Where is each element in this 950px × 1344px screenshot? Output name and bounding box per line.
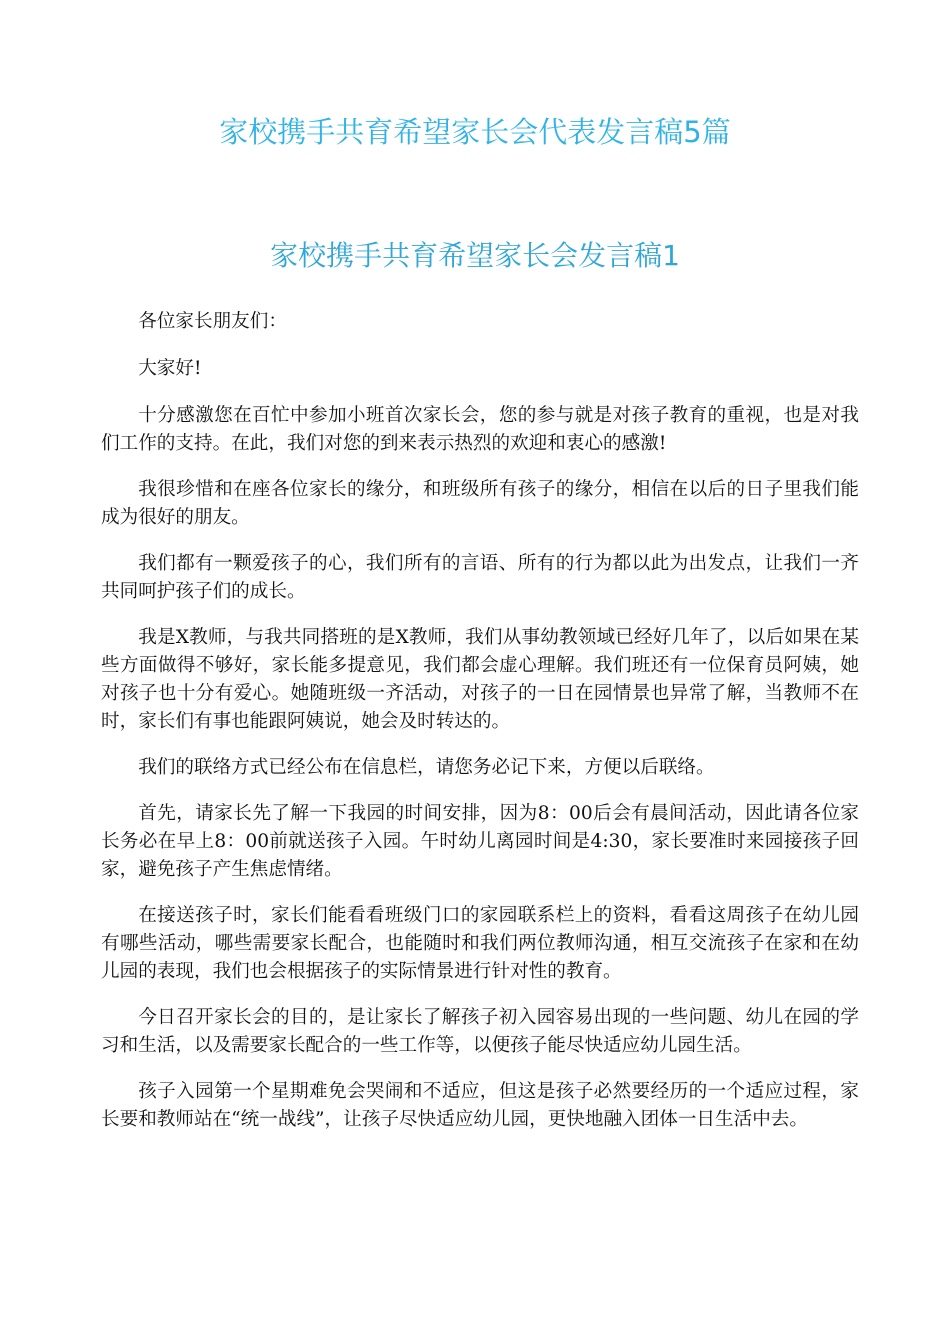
paragraph-salutation: 各位家长朋友们：: [138, 311, 287, 332]
section-title: 家校携手共育希望家长会发言稿1: [270, 239, 680, 272]
paragraph: 孩子入园第一个星期难免会哭闹和不适应，但这是孩子必然要经历的一个适应过程，家长要和教师站在“统一战线”，让孩子尽快适应幼儿园，更快地融入团体一日生活中去。: [101, 1081, 859, 1130]
document-body: [101, 308, 859, 1152]
document-title: 家校携手共育希望家长会代表发言稿5篇: [219, 115, 731, 149]
paragraph-greeting: 大家好!: [138, 358, 202, 379]
paragraph: 我是X教师，与我共同搭班的是X教师，我们从事幼教领域已经好几年了，以后如果在某些方面做得不够好，家长能多提意见，我们都会虚心理解。我们班还有一位保育员阿姨，她对孩子也十分有爱心。她随班级一齐活动，对孩子的一日在园情景也异常了解，当教师不在时，家长们有事也能跟阿姨说，她会及时转达的。: [101, 627, 859, 732]
paragraph: 在接送孩子时，家长们能看看班级门口的家园联系栏上的资料，看看这周孩子在幼儿园有哪些活动，哪些需要家长配合，也能随时和我们两位教师沟通，相互交流孩子在家和在幼儿园的表现，我们也会根据孩子的实际情景进行针对性的教育。: [101, 905, 859, 982]
paragraph: 今日召开家长会的目的，是让家长了解孩子初入园容易出现的一些问题、幼儿在园的学习和生活，以及需要家长配合的一些工作等，以便孩子能尽快适应幼儿园生活。: [101, 1007, 859, 1056]
paragraph: 我很珍惜和在座各位家长的缘分，和班级所有孩子的缘分，相信在以后的日子里我们能成为很好的朋友。: [101, 479, 859, 528]
paragraph: 我们都有一颗爱孩子的心，我们所有的言语、所有的行为都以此为出发点，让我们一齐共同呵护孩子们的成长。: [101, 553, 859, 602]
paragraph: 十分感激您在百忙中参加小班首次家长会，您的参与就是对孩子教育的重视，也是对我们工作的支持。在此，我们对您的到来表示热烈的欢迎和衷心的感激!: [101, 405, 859, 454]
paragraph: 首先，请家长先了解一下我园的时间安排，因为8：00后会有晨间活动，因此请各位家长务必在早上8：00前就送孩子入园。午时幼儿离园时间是4:30，家长要准时来园接孩子回家，避免孩子产生焦虑情绪。: [101, 803, 859, 880]
paragraph: 我们的联络方式已经公布在信息栏，请您务必记下来，方便以后联络。: [138, 757, 715, 778]
